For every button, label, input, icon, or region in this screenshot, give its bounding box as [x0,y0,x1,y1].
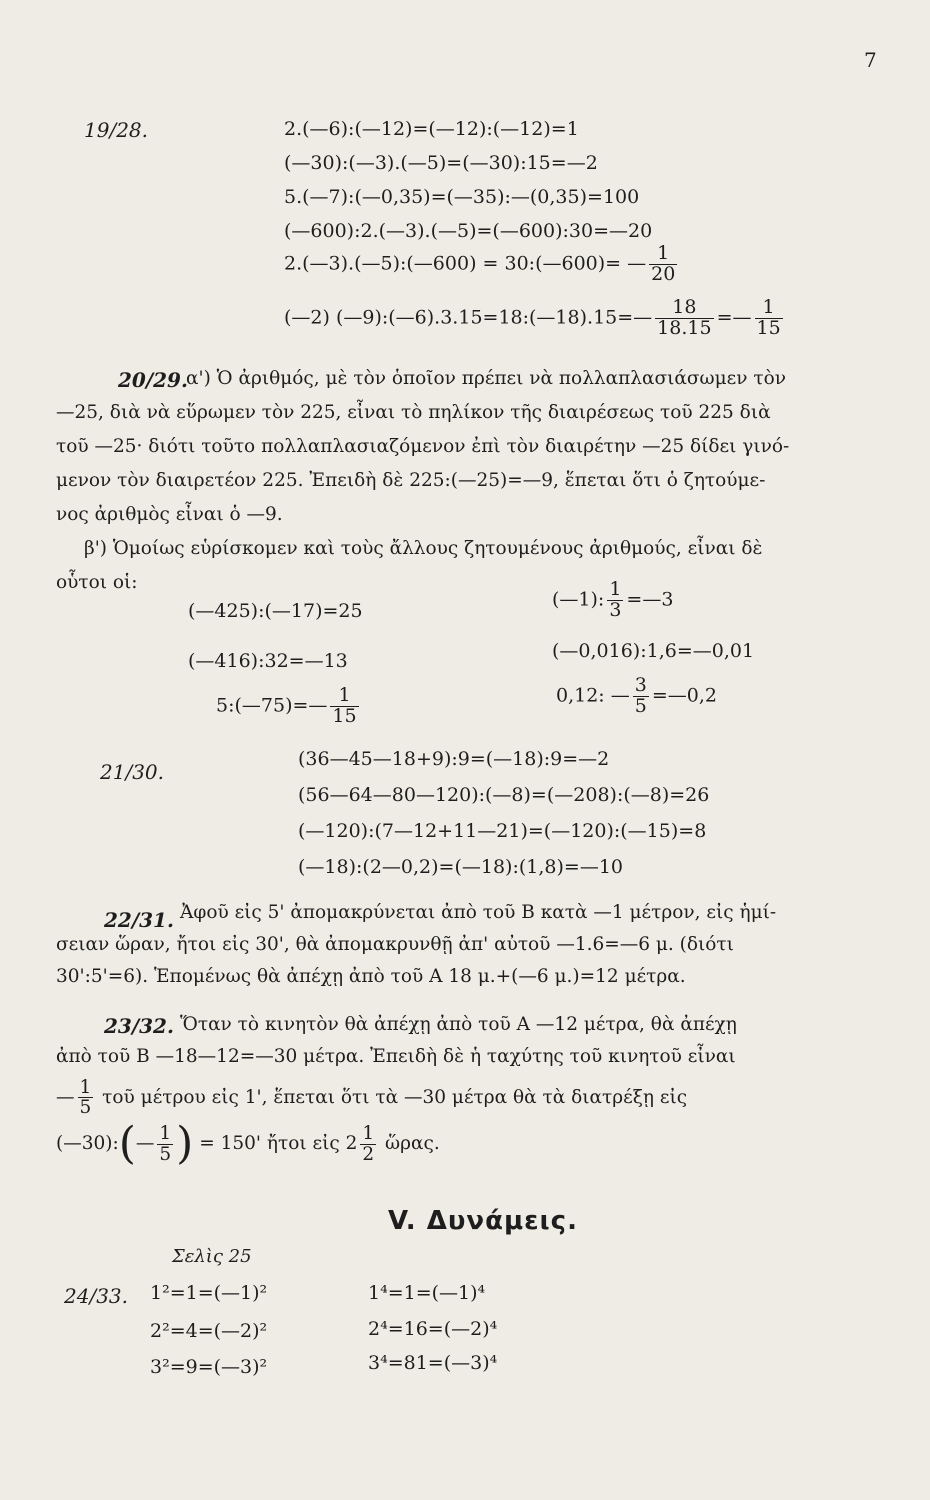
paragraph-line: β') Ὁμοίως εὑρίσκομεν καὶ τοὺς ἄλλους ζητουμένους ἀριθμούς, εἶναι δὲ [84,538,763,559]
equation-right: (—1): $\frac{1}{3}$ =—3 [552,578,674,621]
equation-line [284,244,680,285]
paragraph-line: οὗτοι οἱ: [56,572,138,593]
exercise-label-22: 22/31. [104,908,174,932]
paragraph-line: (—30):(— $\frac{1}{5}$ ) = 150' ἤτοι εἰς 2 $\frac{1}{2}$ ὥρας. [56,1118,440,1169]
exercise-label-21: 21/30. [100,760,164,784]
section-subheading: Σελὶς 25 [172,1246,252,1267]
equation-right: (—0,016):1,6=—0,01 [552,640,755,662]
equation-left: (—416):32=—13 [188,650,348,672]
fraction: $\frac{3}{5}$ [634,674,647,717]
fraction: $\frac{1}{15}$ [332,684,357,727]
equation-line: (36—45—18+9):9=(—18):9=—2 [298,748,610,770]
power-equation: 3²=9=(—3)² [150,1356,268,1378]
equation-line [284,298,786,339]
equation-line: 2.(—6):(—12)=(—12):(—12)=1 [284,118,579,140]
equation-left: (—425):(—17)=25 [188,600,363,622]
paragraph-line: μενον τὸν διαιρετέον 225. Ἐπειδὴ δὲ 225:(—25)=—9, ἕπεται ὅτι ὁ ζητούμε- [56,470,766,491]
power-equation: 3⁴=81=(—3)⁴ [368,1352,498,1374]
fraction: $\frac{18}{18.15}$ [657,296,712,339]
exercise-label-23: 23/32. [104,1014,174,1038]
paragraph-line: — $\frac{1}{5}$ τοῦ μέτρου εἰς 1', ἕπεται ὅτι τὰ —30 μέτρα θὰ τὰ διατρέξῃ εἰς [56,1077,688,1119]
paragraph-line: α') Ὁ ἀριθμός, μὲ τὸν ὁποῖον πρέπει νὰ πολλαπλασιάσωμεν τὸν [186,368,786,389]
equation-text: (—2) (—9):(—6).3.15=18:(—18).15=— [284,306,653,329]
power-equation: 2⁴=16=(—2)⁴ [368,1318,498,1340]
exercise-label-20: 20/29. [118,368,188,392]
fraction: $\frac{1}{3}$ [609,578,622,621]
paragraph-line: —25, διὰ νὰ εὕρωμεν τὸν 225, εἶναι τὸ πηλίκον τῆς διαιρέσεως τοῦ 225 διὰ [56,402,771,423]
fraction: $\frac{1}{2}$ [362,1123,375,1165]
page-number: 7 [864,48,877,72]
fraction: $\frac{1}{15}$ [756,296,781,339]
fraction: $\frac{1}{20}$ [651,242,676,285]
paragraph-line: νος ἀριθμὸς εἶναι ὁ —9. [56,504,283,525]
power-equation: 1²=1=(—1)² [150,1282,268,1304]
power-equation: 1⁴=1=(—1)⁴ [368,1282,486,1304]
paragraph-line: Ἀφοῦ εἰς 5' ἀπομακρύνεται ἀπὸ τοῦ Β κατὰ —1 μέτρον, εἰς ἡμί- [180,902,777,923]
fraction: $\frac{1}{5}$ [159,1123,172,1165]
exercise-label-19: 19/28. [84,118,148,142]
paragraph-line: σειαν ὥραν, ἤτοι εἰς 30', θὰ ἀπομακρυνθῇ ἀπ' αὐτοῦ —1.6=—6 μ. (διότι [56,934,734,955]
fraction: $\frac{1}{5}$ [79,1077,92,1119]
equation-line: (—18):(2—0,2)=(—18):(1,8)=—10 [298,856,623,878]
equation-line: (—30):(—3).(—5)=(—30):15=—2 [284,152,598,174]
equation-line: 5.(—7):(—0,35)=(—35):—(0,35)=100 [284,186,640,208]
paragraph-line: τοῦ —25· διότι τοῦτο πολλαπλασιαζόμενον ἐπὶ τὸν διαιρέτην —25 δίδει γινό- [56,436,790,457]
power-equation: 2²=4=(—2)² [150,1320,268,1342]
equation-text: =— [716,306,752,329]
equation-right: 0,12: — $\frac{3}{5}$ =—0,2 [556,674,717,717]
section-heading: V. Δυνάμεις. [388,1206,578,1236]
equation-left: 5:(—75)=— $\frac{1}{15}$ [216,684,357,727]
equation-line: (56—64—80—120):(—8)=(—208):(—8)=26 [298,784,710,806]
paragraph-line: Ὅταν τὸ κινητὸν θὰ ἀπέχῃ ἀπὸ τοῦ Α —12 μέτρα, θὰ ἀπέχῃ [180,1014,737,1035]
exercise-label-24: 24/33. [64,1284,128,1308]
equation-text: 2.(—3).(—5):(—600) = 30:(—600)= — [284,252,647,275]
paragraph-line: 30':5'=6). Ἑπομένως θὰ ἀπέχῃ ἀπὸ τοῦ Α 18 μ.+(—6 μ.)=12 μέτρα. [56,966,686,987]
equation-line: (—120):(7—12+11—21)=(—120):(—15)=8 [298,820,707,842]
paragraph-line: ἀπὸ τοῦ Β —18—12=—30 μέτρα. Ἐπειδὴ δὲ ἡ ταχύτης τοῦ κινητοῦ εἶναι [56,1046,736,1067]
equation-line: (—600):2.(—3).(—5)=(—600):30=—20 [284,220,653,242]
